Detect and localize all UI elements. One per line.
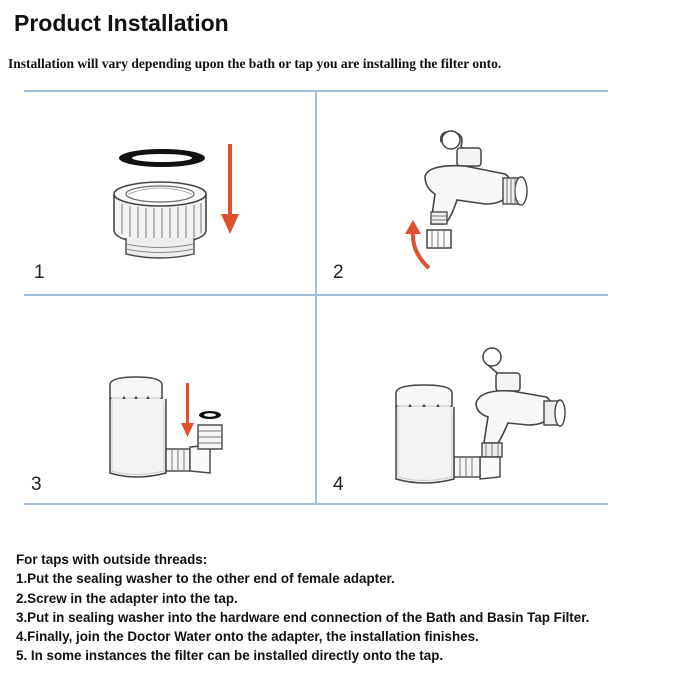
instructions-heading: For taps with outside threads: (16, 552, 208, 567)
filter-with-sealing-washer-icon (100, 375, 250, 485)
grid-line-center (315, 90, 317, 505)
instructions-block (16, 550, 589, 666)
washer-and-female-adapter-icon (100, 138, 250, 268)
instruction-item: 2.Screw in the adapter into the tap. (16, 590, 238, 606)
instruction-item: 4.Finally, join the Doctor Water onto the adapter, the installation finishes. (16, 629, 479, 645)
instruction-item: 5. In some instances the filter can be installed directly onto the tap. (16, 648, 444, 664)
step-number-1: 1 (34, 262, 45, 283)
page-title: Product Installation (14, 10, 229, 36)
adapter-screwed-into-tap-icon (395, 128, 545, 273)
step-number-2: 2 (333, 262, 344, 283)
instruction-item: 3.Put in sealing washer into the hardware end connection of the Bath and Basin Tap Filter. (16, 609, 590, 625)
step-number-4: 4 (333, 474, 344, 495)
instruction-item: 1.Put the sealing washer to the other end of female adapter. (16, 571, 395, 587)
filter-joined-to-tap-icon (392, 345, 582, 490)
step-number-3: 3 (31, 474, 42, 495)
page-subtitle: Installation will vary depending upon the bath or tap you are installing the filter onto. (8, 56, 502, 71)
